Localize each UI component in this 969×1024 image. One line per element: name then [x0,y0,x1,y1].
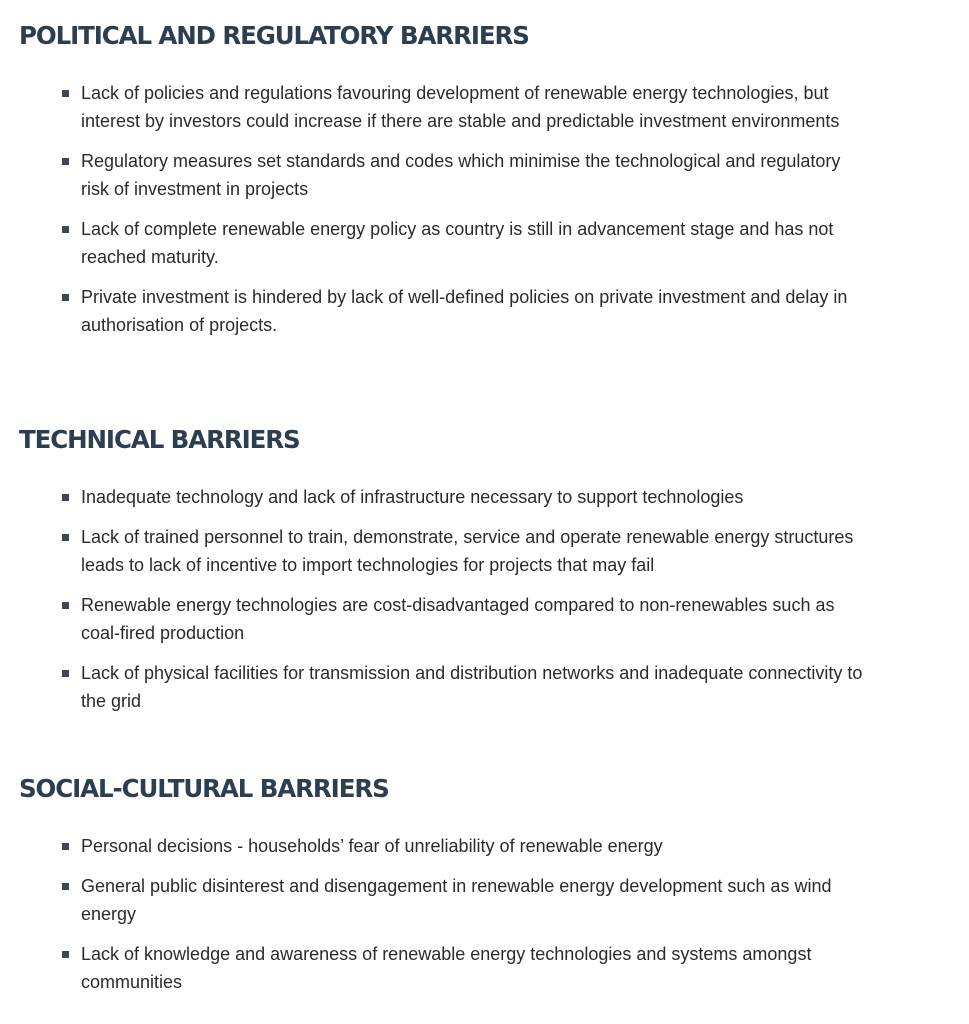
section-political-regulatory [19,18,871,339]
square-bullet-icon [62,494,69,501]
section-title: SOCIAL-CULTURAL BARRIERS [19,774,389,803]
square-bullet-icon [62,951,69,958]
list-item [62,872,871,928]
square-bullet-icon [62,158,69,165]
square-bullet-icon [62,226,69,233]
list-item-text: Lack of complete renewable energy policy as country is still in advancement stage and has not reached maturity. [81,219,834,267]
square-bullet-icon [62,534,69,541]
square-bullet-icon [62,90,69,97]
list-item [62,940,871,996]
bullet-list [19,483,871,715]
list-item-text: Lack of policies and regulations favouring development of renewable energy technologies, but interest by investors could increase if there are stable and predictable investment environments [81,83,840,131]
list-item-text: Lack of knowledge and awareness of renewable energy technologies and systems amongst communities [81,944,812,992]
list-item [62,523,871,579]
list-item [62,147,871,203]
list-item [62,483,871,511]
section-title: TECHNICAL BARRIERS [19,425,300,454]
list-item-text: Private investment is hindered by lack of well-defined policies on private investment and delay in authorisation of projects. [81,287,848,335]
section-social-cultural [19,771,871,996]
list-item-text: Personal decisions - households’ fear of unreliability of renewable energy [81,836,663,856]
list-item-text: Inadequate technology and lack of infrastructure necessary to support technologies [81,487,744,507]
list-item-text: Lack of physical facilities for transmission and distribution networks and inadequate connectivity to the grid [81,663,863,711]
list-item [62,215,871,271]
list-item [62,832,871,860]
square-bullet-icon [62,670,69,677]
bullet-list [19,832,871,996]
list-item-text: General public disinterest and disengagement in renewable energy development such as wind energy [81,876,832,924]
square-bullet-icon [62,843,69,850]
square-bullet-icon [62,294,69,301]
bullet-list [19,79,871,339]
square-bullet-icon [62,883,69,890]
section-title: POLITICAL AND REGULATORY BARRIERS [19,21,529,50]
list-item [62,659,871,715]
section-technical [19,422,871,715]
list-item [62,79,871,135]
list-item-text: Renewable energy technologies are cost-disadvantaged compared to non-renewables such as coal-fired production [81,595,835,643]
list-item [62,283,871,339]
list-item-text: Regulatory measures set standards and codes which minimise the technological and regulatory risk of investment in projects [81,151,841,199]
square-bullet-icon [62,602,69,609]
list-item [62,591,871,647]
list-item-text: Lack of trained personnel to train, demonstrate, service and operate renewable energy structures leads to lack of incentive to import technologies for projects that may fail [81,527,854,575]
